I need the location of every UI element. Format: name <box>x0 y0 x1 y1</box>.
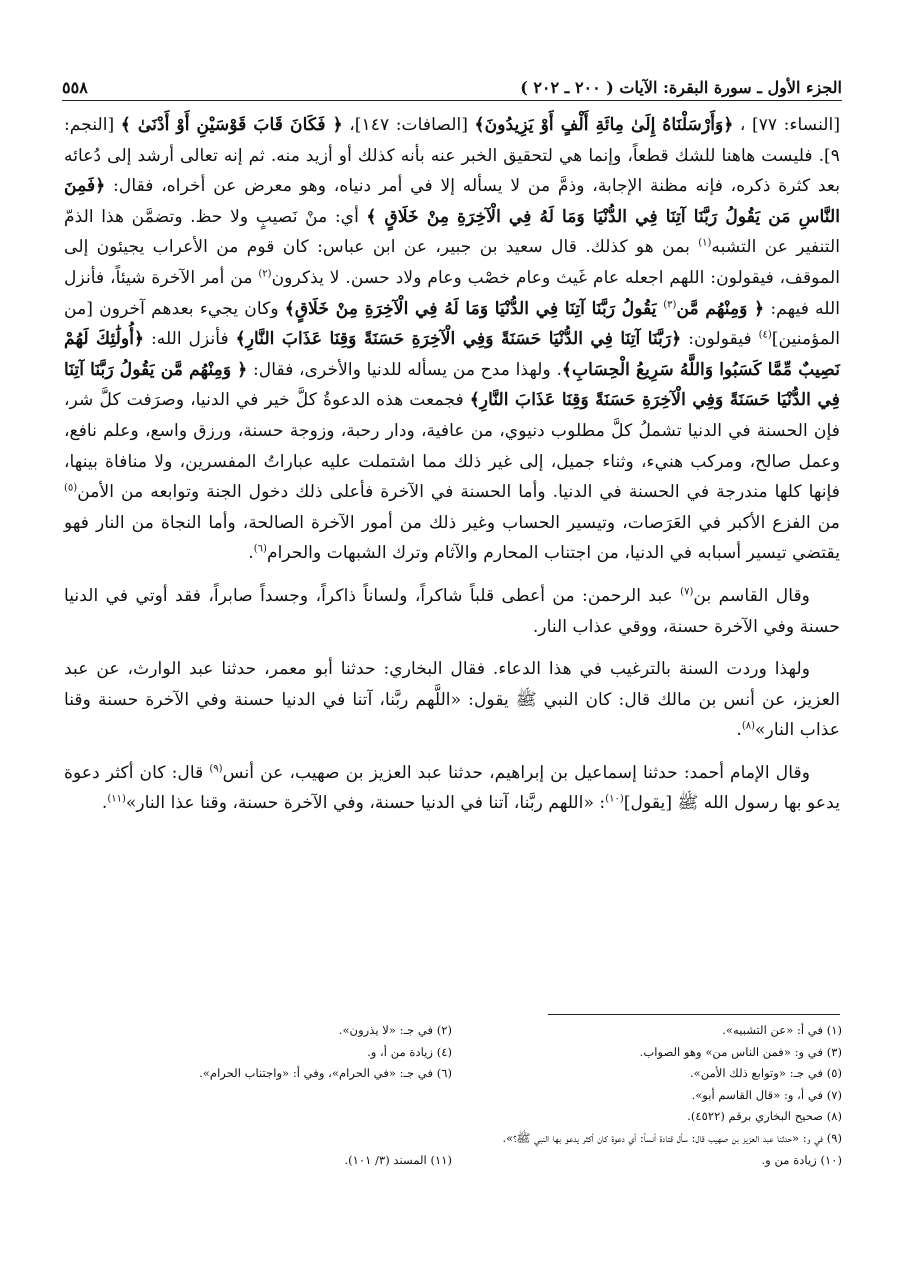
text-run: أي: منْ نَصيبٍ ولا حظ. وتضمَّن هذا الذمّ التنفير عن التشبه <box>64 206 841 258</box>
footnote-marker: (٦) <box>253 543 267 555</box>
footnote-marker: (٩) <box>209 763 223 775</box>
footnote-7: (٧) في أ، و: «قال القاسم أبو». <box>691 1087 842 1102</box>
text-run: فيقولون: <box>681 329 759 350</box>
footnote-2: (٢) في جـ: «لا يذرون». <box>338 1023 452 1037</box>
text-run: قال: كان أكثر دعوة يدعو بها رسول الله ﷺ [يقول] <box>64 762 840 814</box>
text-run: من أمر الآخرة شيئاً، فأنزل الله فيهم: <box>64 267 840 319</box>
text-run: [الصافات: ١٤٧]، <box>342 115 475 135</box>
quran-verse: ﴿ وَمِنْهُم مَّن يَقُولُ رَبَّنَا آتِنَا فِي الدُّنْيَا حَسَنَةً وَفِي الْآخِرَةِ حَسَنَةً وَقِنَا عَذَابَ النَّارِ﴾ <box>64 359 840 411</box>
quran-verse: ﴿ فَكَانَ قَابَ قَوْسَيْنِ أَوْ أَدْنَىٰ ﴾ <box>120 115 343 135</box>
paragraph-3 <box>64 654 840 746</box>
quran-verse: ﴿فَمِنَ النَّاسِ مَن يَقُولُ رَبَّنَا آتِنَا فِي الدُّنْيَا وَمَا لَهُ فِي الْآخِرَةِ مِنْ خَلَاقٍ ﴾ <box>64 176 840 227</box>
footnote-4: (٤) زيادة من أ، و. <box>367 1044 452 1059</box>
text-run: وقال الإمام أحمد: حدثنا إسماعيل بن إبراهيم، حدثنا عبد العزيز بن صهيب، عن أنس <box>222 762 810 783</box>
footnote-marker: (٢) <box>258 268 272 280</box>
text-run: . ولهذا مدح من يسأله للدنيا والأخرى، فقال: <box>247 359 562 380</box>
main-text <box>64 110 840 819</box>
footnote-marker: (٣) <box>663 298 677 310</box>
footnote-11: (١١) المسند (٣/ ١٠١). <box>344 1152 452 1167</box>
text-run: . <box>248 543 254 564</box>
footnotes <box>62 1020 842 1171</box>
quran-verse: ﴿وَأَرْسَلْنَاهُ إِلَىٰ مِائَةِ أَلْفٍ أَوْ يَزِيدُونَ﴾ <box>474 115 734 135</box>
footnote-8: (٨) صحيح البخاري برقم (٤٥٢٢). <box>687 1109 842 1124</box>
footnote-3: (٣) في و: «فمن الناس من» وهو الصواب. <box>639 1044 842 1059</box>
running-title: الجزء الأول ـ سورة البقرة: الآيات ( ٢٠٠ ـ ٢٠٢ ) <box>520 77 842 97</box>
footnote-marker: (٤) <box>758 329 772 341</box>
footnote-6: (٦) في جـ: «في الحرام»، وفي أ: «واجتناب الحرام». <box>199 1066 452 1081</box>
quran-verse: ﴿ وَمِنْهُم مَّن <box>676 298 765 319</box>
quran-verse: يَقُولُ رَبَّنَا آتِنَا فِي الدُّنْيَا وَمَا لَهُ فِي الْآخِرَةِ مِنْ خَلَاقٍ﴾ <box>284 298 664 319</box>
footnote-marker: (٥) <box>64 482 78 494</box>
quran-verse: ﴿أُولَٰئِكَ لَهُمْ نَصِيبٌ مِّمَّا كَسَبُوا وَاللَّهُ سَرِيعُ الْحِسَابِ﴾ <box>64 329 840 380</box>
text-run: . <box>101 793 108 814</box>
footnote-1: (١) في أ: «عن التشبيه». <box>722 1023 842 1037</box>
footnote-marker: (١٠) <box>605 793 624 805</box>
text-run: . <box>736 720 742 741</box>
footnote-marker: (١) <box>698 237 712 249</box>
paragraph-4 <box>64 758 840 819</box>
footnote-9: (٩) في و: «حدثنا عبد العزيز بن صهيب قال: سأل قتادة أنساً: أي دعوة كان أكثر يدعو بها النبي ﷺ؟». <box>502 1130 842 1145</box>
text-run: [النجم: ٩]. فليست هاهنا للشك قطعاً، وإنما هي لتحقيق الخبر عنه بأنه كذلك أو أزيد منه. ثم إنه تعالى أرشد إلى دُعائه بعد كثرة ذكره، فإنه مظنة الإجابة، وذمَّ من لا يسأله إلا في أمر دنياه، وهو معرض عن أخراه، فقال: <box>64 115 840 197</box>
text-run: بمن هو كذلك. قال سعيد بن جبير، عن ابن عباس: كان قوم من الأعراب يجيئون إلى الموقف، فيقولون: اللهم اجعله عام غَيث وعام خصْب وعام ولاد حسن. لا يذكرون <box>64 237 840 288</box>
quran-verse: ﴿رَبَّنَا آتِنَا فِي الدُّنْيَا حَسَنَةً وَفِي الْآخِرَةِ حَسَنَةً وَقِنَا عَذَابَ النَّارِ﴾ <box>235 329 682 350</box>
text-run: فجمعت هذه الدعوةُ كلَّ خير في الدنيا، وصرَفت كلَّ شر، فإن الحسنة في الدنيا تشملُ كلَّ مطلوب دنيوي، من عافية، ودار رحبة، وزوجة حسنة، ورزق واسع، وعلم نافع، وعمل صالح، ومركب هنيء، وثناء جميل، إلى غير ذلك مما اشتملت عليه عباراتُ المفسرين، ولا منافاة بينها، فإنها كلها مندرجة في الحسنة في الدنيا. وأما الحسنة في الآخرة فأعلى ذلك دخول الجنة وتوابعه من الأمن <box>64 390 840 503</box>
paragraph-2 <box>64 581 840 642</box>
footnote-divider <box>548 1014 840 1015</box>
footnote-10: (١٠) زيادة من و. <box>761 1152 842 1167</box>
text-run: ولهذا وردت السنة بالترغيب في هذا الدعاء. فقال البخاري: حدثنا أبو معمر، حدثنا عبد الوارث، عن عبد العزيز، عن أنس بن مالك قال: كان النبي ﷺ يقول: «اللَّهم ربَّنا، آتنا في الدنيا حسنة وفي الآخرة حسنة وقنا عذاب النار» <box>64 659 840 741</box>
footnote-marker: (١١) <box>107 793 126 805</box>
page-number: ٥٥٨ <box>62 77 88 97</box>
running-header <box>62 74 842 101</box>
text-run: وكان يجيء بعدهم آخرون [من المؤمنين] <box>64 298 840 350</box>
footnote-marker: (٧) <box>680 586 694 598</box>
paragraph-1 <box>64 110 840 569</box>
text-run: من الفزع الأكبر في العَرَصات، وتيسير الحساب وغير ذلك من أمور الآخرة الصالحة، وأما النجاة من النار فهو يقتضي تيسير أسبابه في الدنيا، من اجتناب المحارم والآثام وترك الشبهات والحرام <box>64 512 840 564</box>
text-run: : «اللهم ربَّنا، آتنا في الدنيا حسنة، وفي الآخرة حسنة، وقنا عذا النار» <box>125 793 606 814</box>
text-run: عبد الرحمن: من أعطى قلباً شاكراً، ولساناً ذاكراً، وجسداً صابراً، فقد أوتي في الدنيا حسنة وفي الآخرة حسنة، ووقي عذاب النار. <box>64 585 840 637</box>
text-run: وقال القاسم بن <box>693 585 810 606</box>
text-run: فأنزل الله: <box>144 329 236 350</box>
text-run: [النساء: ٧٧] ، <box>733 115 841 135</box>
footnote-5: (٥) في جـ: «وتوابع ذلك الأمن». <box>689 1066 842 1081</box>
footnote-marker: (٨) <box>741 720 756 732</box>
